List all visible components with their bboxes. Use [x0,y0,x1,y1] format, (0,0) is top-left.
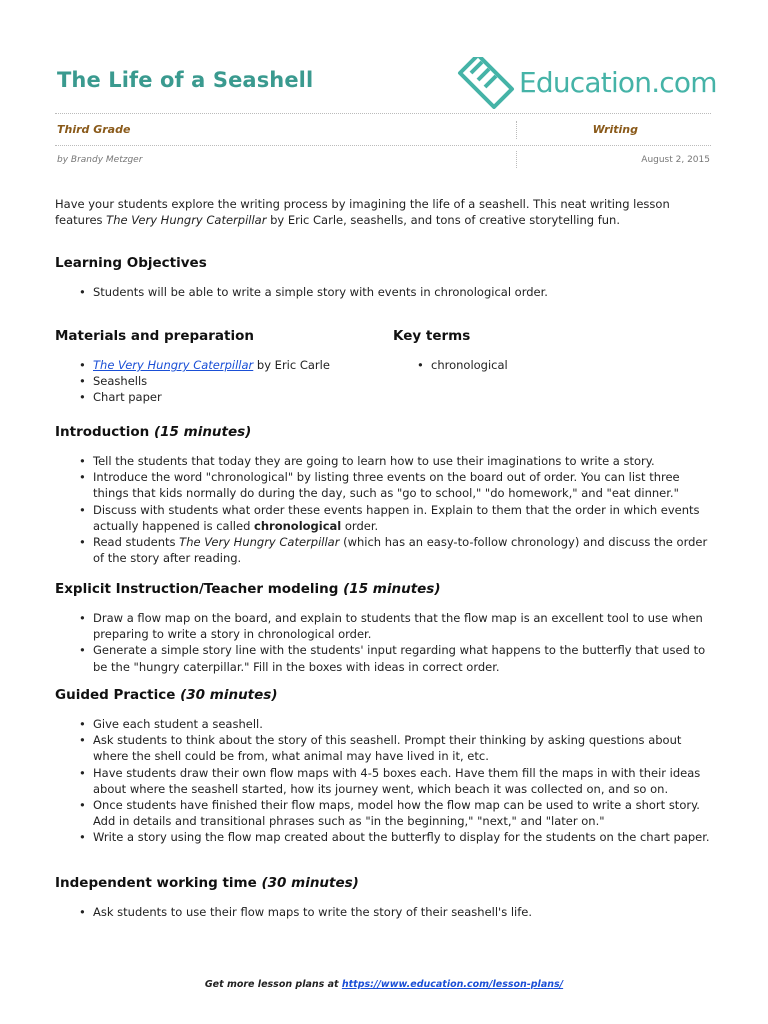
grade-label: Third Grade [57,123,131,136]
key-terms-section [393,327,693,373]
date-label: August 2, 2015 [641,155,710,165]
list-item: • Read students The Very Hungry Caterpillar (which has an easy-to-follow chronology) and discuss the order of the story after reading. [55,534,715,566]
list-item: • Have students draw their own flow maps with 4-5 boxes each. Have them fill the maps in with their ideas about where the seashell started, how its journey went, which beach it was collected on, and so on. [55,765,715,797]
guided-practice-heading: Guided Practice (30 minutes) [55,687,278,703]
subject-label: Writing [592,123,638,136]
meta-divider [55,145,711,146]
learning-objectives-heading: Learning Objectives [55,255,207,271]
list-item: • Write a story using the flow map created about the butterfly to display for the students on the chart paper. [55,829,715,845]
intro-paragraph: Have your students explore the writing process by imagining the life of a seashell. This neat writing lesson features The Very Hungry Caterpillar by Eric Carle, seashells, and tons of creative storytelling fun. [55,197,670,228]
education-logo-text: Education.com [519,66,717,99]
list-item: • Chart paper [55,389,385,405]
list-item: • Ask students to think about the story of this seashell. Prompt their thinking by asking questions about where the shell could be from, what animal may have lived in it, etc. [55,732,715,764]
footer: Get more lesson plans at https://www.education.com/lesson-plans/ [204,979,564,990]
list-item: • Introduce the word "chronological" by listing three events on the board out of order. You can list three things that kids normally do during the day, such as "go to school," "do homework," and "eat dinner." [55,469,715,501]
education-logo[interactable] [456,57,717,109]
materials-section [55,327,385,406]
list-item: • Seashells [55,373,385,389]
list-item: • Tell the students that today they are going to learn how to use their imaginations to write a story. [55,453,715,469]
guided-practice-section [55,686,715,846]
list-item: • Draw a flow map on the board, and explain to students that the flow map is an excellent tool to use when preparing to write a story in chronological order. [55,610,715,642]
introduction-heading: Introduction (15 minutes) [55,424,252,440]
list-item: • Discuss with students what order these events happen in. Explain to them that the order in which events actually happened is called chronological order. [55,502,715,534]
lesson-plans-link[interactable]: https://www.education.com/lesson-plans/ [341,979,564,990]
independent-working-heading: Independent working time (30 minutes) [55,875,359,891]
list-item: • Give each student a seashell. [55,716,715,732]
independent-working-section [55,874,715,920]
list-item: • chronological [393,357,693,373]
list-item: • Generate a simple story line with the students' input regarding what happens to the butterfly that used to be the "hungry caterpillar." Fill in the boxes with ideas in correct order. [55,642,715,674]
intro-book-title: The Very Hungry Caterpillar [106,213,267,228]
materials-heading: Materials and preparation [55,328,254,344]
key-terms-heading: Key terms [393,328,471,344]
introduction-section [55,423,715,566]
book-link[interactable]: The Very Hungry Caterpillar [93,358,254,372]
header-divider [55,113,711,114]
page-title: The Life of a Seashell [57,68,314,92]
author-label: by Brandy Metzger [57,155,143,165]
explicit-instruction-section [55,580,715,675]
meta-vertical-divider [516,151,517,168]
learning-objectives-section [55,254,715,300]
list-item: • Students will be able to write a simple story with events in chronological order. [55,284,715,300]
education-logo-icon [456,57,516,109]
list-item: • Once students have finished their flow maps, model how the flow map can be used to write a short story. Add in details and transitional phrases such as "in the beginning," "next," and "later on." [55,797,715,829]
explicit-instruction-heading: Explicit Instruction/Teacher modeling (15 minutes) [55,581,441,597]
list-item: • Ask students to use their flow maps to write the story of their seashell's life. [55,904,715,920]
list-item: • The Very Hungry Caterpillar by Eric Carle [55,357,385,373]
header-vertical-divider [516,121,517,139]
